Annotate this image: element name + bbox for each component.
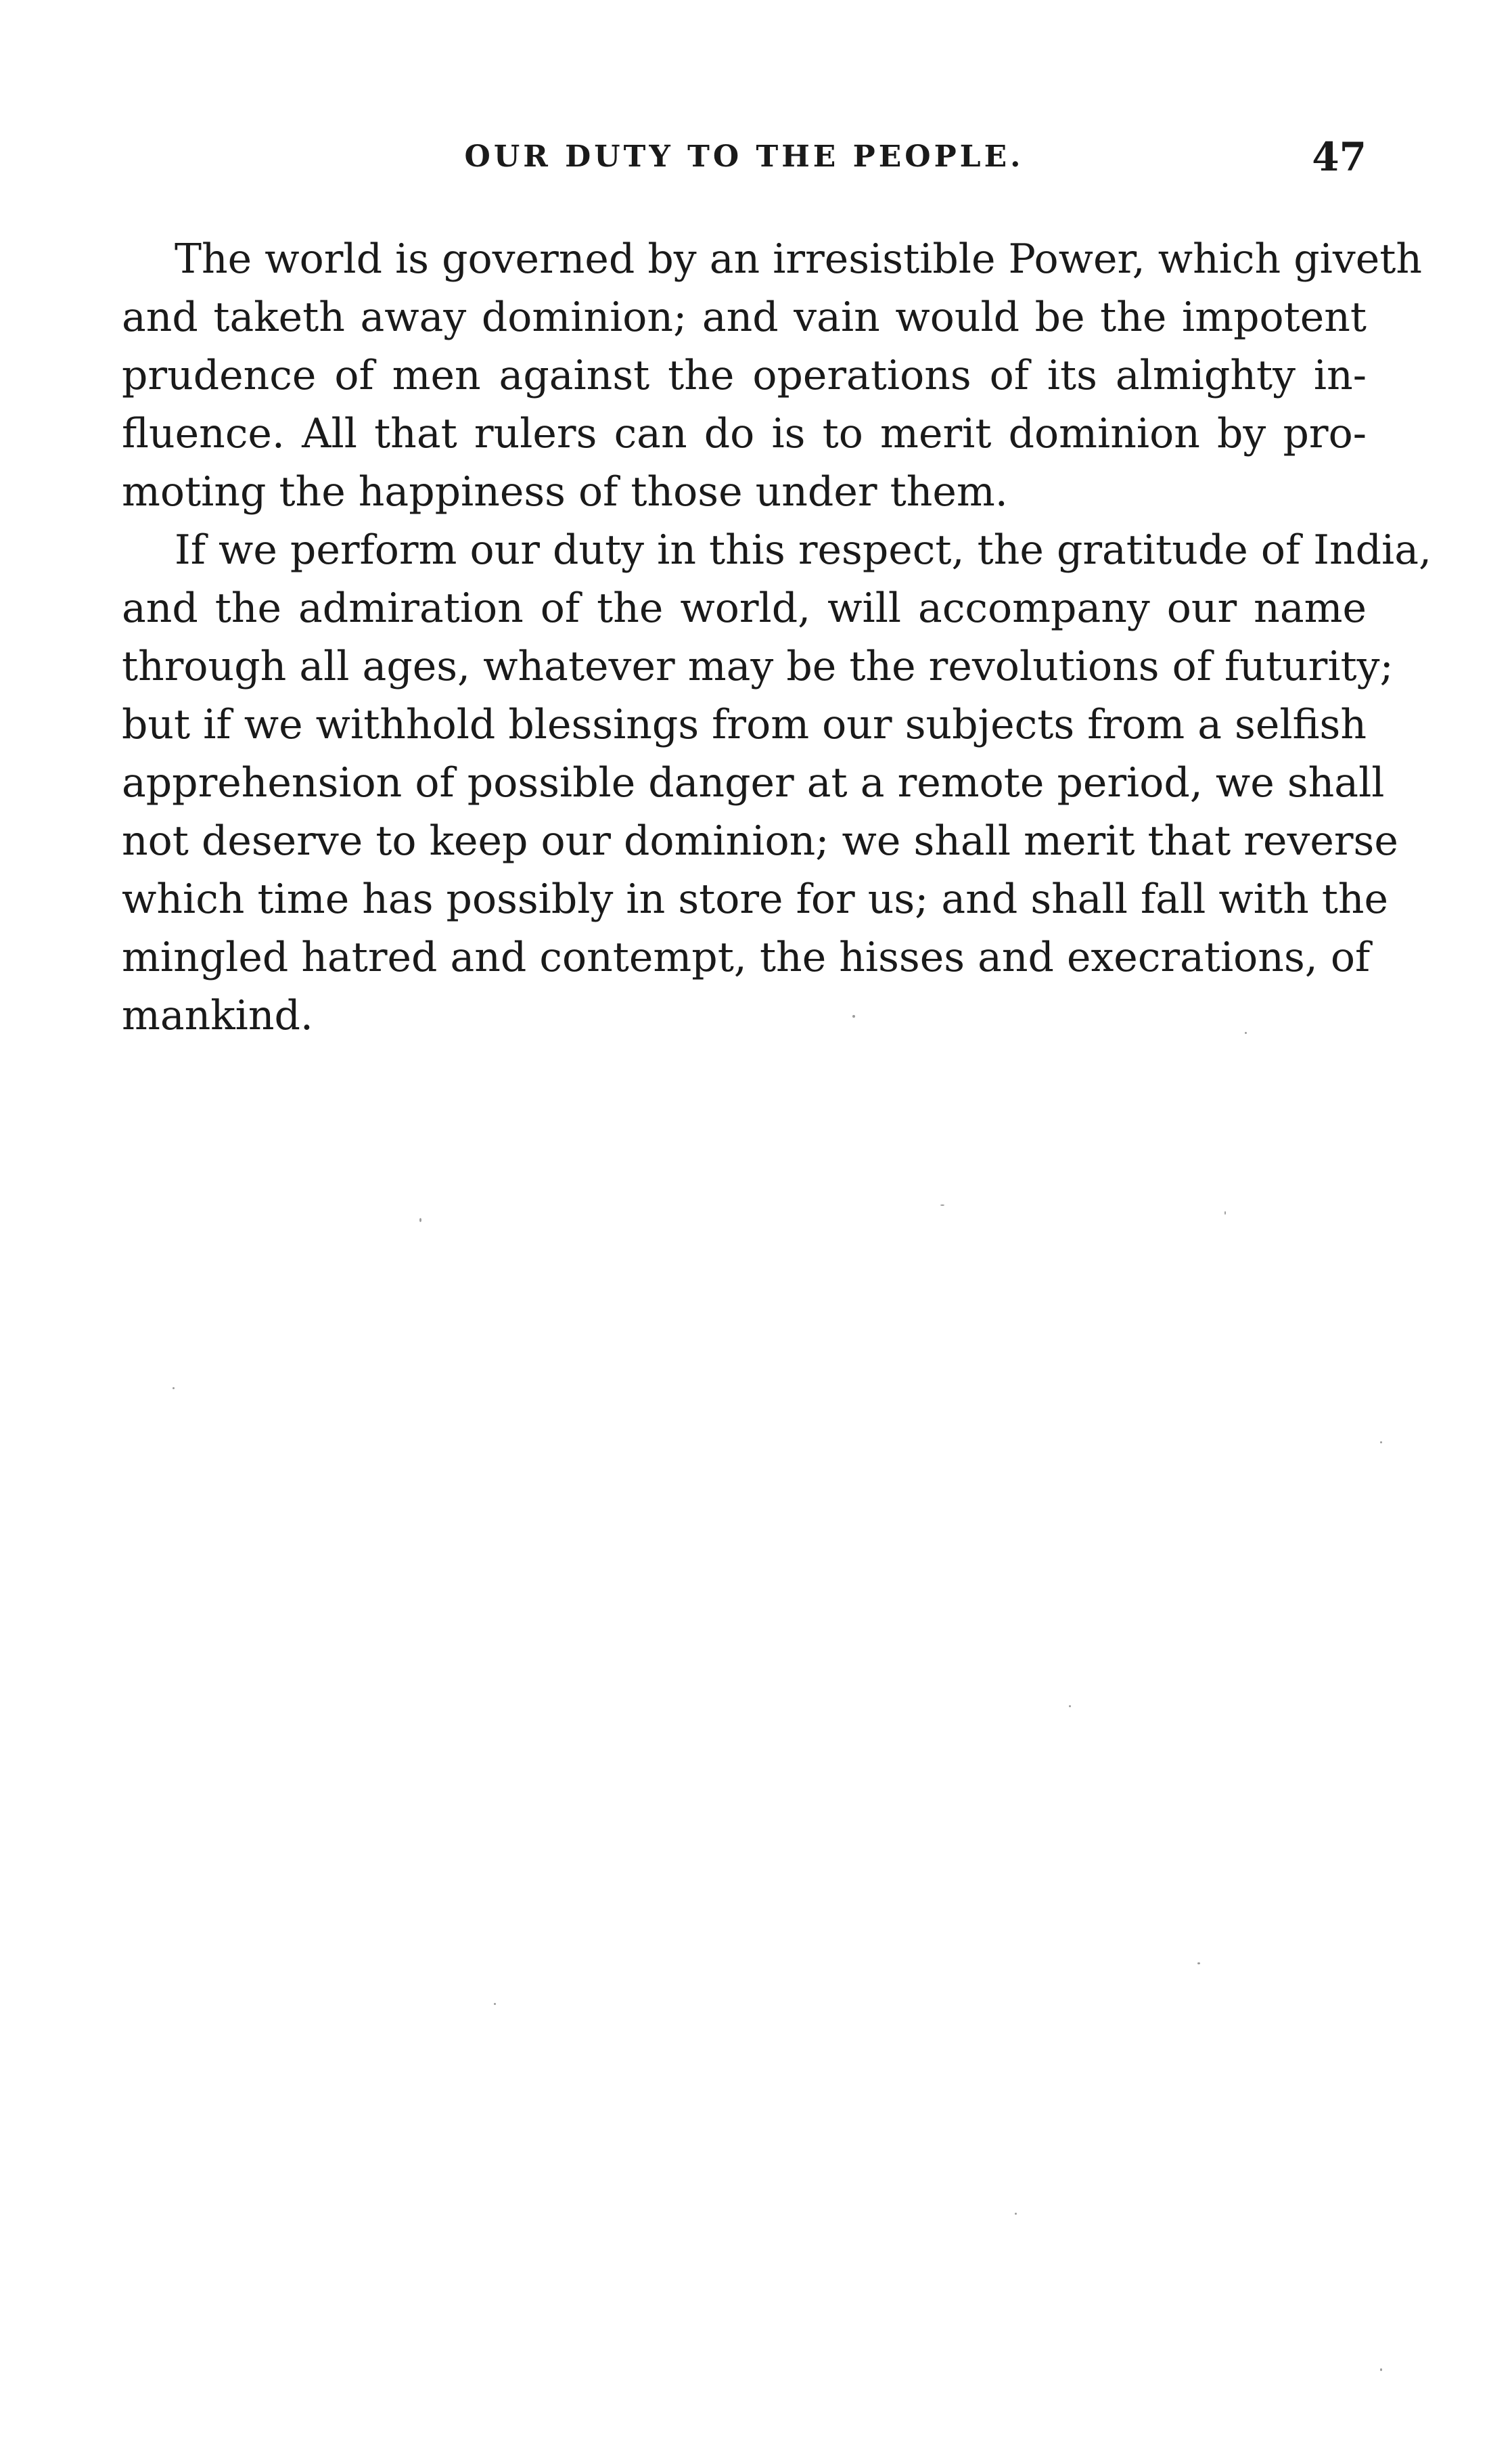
paper-speck xyxy=(1069,1705,1071,1707)
paper-speck xyxy=(940,1204,944,1206)
text-line: apprehension of possible danger at a remote period, we shall xyxy=(122,759,1385,807)
paper-speck xyxy=(1224,1211,1226,1215)
paper-speck xyxy=(1245,1032,1247,1034)
text-line: If we perform our duty in this respect, the gratitude of India, xyxy=(175,526,1432,574)
text-line: which time has possibly in store for us; and shall fall with the xyxy=(122,876,1389,923)
paper-speck xyxy=(1380,1441,1382,1443)
text-line: fluence. All that rulers can do is to merit dominion by pro- xyxy=(122,410,1367,457)
page-number: 47 xyxy=(1312,134,1367,180)
text-line: through all ages, whatever may be the revolutions of futurity; xyxy=(122,643,1394,690)
text-line: The world is governed by an irresistible Power, which giveth xyxy=(175,235,1422,283)
paper-speck xyxy=(1380,2368,1382,2371)
paper-speck xyxy=(1015,2213,1017,2215)
text-line: but if we withhold blessings from our subjects from a selfish xyxy=(122,701,1367,748)
paper-speck xyxy=(852,1015,855,1018)
paragraph-2 xyxy=(122,521,1432,1045)
text-line: and the admiration of the world, will accompany our name xyxy=(122,585,1367,632)
body-text xyxy=(122,230,1432,1045)
paper-speck xyxy=(494,2003,496,2005)
paper-speck xyxy=(419,1218,421,1222)
running-title: OUR DUTY TO THE PEOPLE. xyxy=(464,139,1024,174)
text-line: mingled hatred and contempt, the hisses and execrations, of xyxy=(122,934,1371,981)
paper-speck xyxy=(173,1387,175,1389)
running-head xyxy=(122,134,1367,181)
paper-speck xyxy=(1197,1962,1200,1964)
paragraph-1 xyxy=(122,230,1422,521)
text-line: and taketh away dominion; and vain would be the impotent xyxy=(122,294,1367,341)
text-line: moting the happiness of those under them. xyxy=(122,468,1008,516)
text-line: not deserve to keep our dominion; we shall merit that reverse xyxy=(122,817,1398,865)
text-line: prudence of men against the operations of its almighty in- xyxy=(122,352,1367,399)
text-line: mankind. xyxy=(122,992,313,1039)
